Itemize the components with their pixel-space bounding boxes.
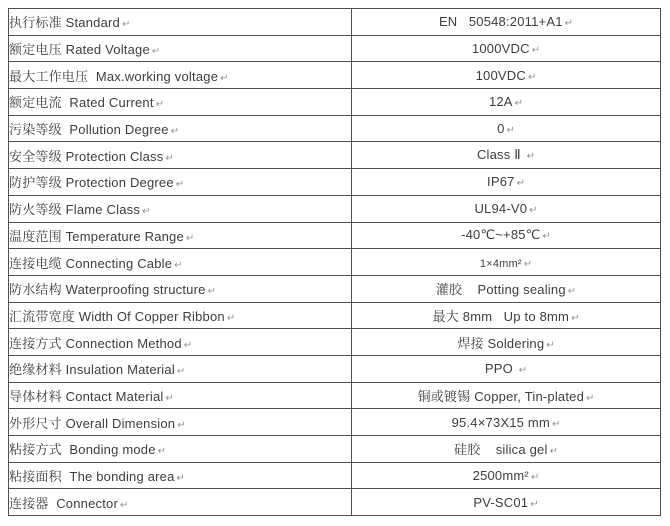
parameter-label: 连接器 Connector	[9, 495, 119, 511]
table-row	[9, 169, 661, 196]
value-cell	[352, 275, 661, 302]
paragraph-mark-icon: ↵	[151, 46, 161, 58]
paragraph-mark-icon: ↵	[530, 498, 539, 510]
parameter-label: 防护等级 Protection Degree	[9, 175, 174, 191]
paragraph-mark-icon: ↵	[121, 19, 131, 31]
paragraph-mark-icon: ↵	[527, 71, 537, 83]
paragraph-mark-icon: ↵	[542, 231, 551, 243]
value-text: PPO	[484, 361, 517, 377]
value-text: EN 50548:2011+A1	[438, 14, 563, 30]
value-text: 2500mm²	[472, 468, 529, 484]
paragraph-mark-icon: ↵	[165, 392, 174, 404]
parameter-cell	[9, 195, 352, 222]
value-cell	[352, 142, 661, 169]
value-cell	[352, 115, 661, 142]
parameter-label: 粘接方式 Bonding mode	[9, 442, 156, 458]
value-cell	[352, 489, 661, 516]
table-row	[9, 9, 661, 36]
paragraph-mark-icon: ↵	[157, 446, 167, 458]
value-text: 铜或镀锡 Copper, Tin-plated	[417, 388, 585, 404]
parameter-label: 最大工作电压 Max.working voltage	[9, 68, 219, 84]
value-text: 0	[497, 121, 505, 137]
value-text: 100VDC	[475, 67, 526, 83]
paragraph-mark-icon: ↵	[586, 392, 595, 404]
paragraph-mark-icon: ↵	[567, 286, 577, 298]
value-cell	[352, 62, 661, 89]
parameter-label: 额定电流 Rated Current	[9, 95, 154, 111]
paragraph-mark-icon: ↵	[514, 98, 524, 110]
table-row	[9, 462, 661, 489]
parameter-cell	[9, 355, 352, 382]
paragraph-mark-icon: ↵	[526, 151, 536, 163]
parameter-cell	[9, 169, 352, 196]
table-row	[9, 436, 661, 463]
value-text: 1000VDC	[471, 41, 530, 57]
value-text: 灌胶 Potting sealing	[435, 282, 566, 298]
paragraph-mark-icon: ↵	[170, 126, 180, 138]
parameter-label: 汇流带宽度 Width Of Copper Ribbon	[9, 308, 225, 324]
paragraph-mark-icon: ↵	[551, 418, 561, 430]
value-text: 12A	[488, 94, 513, 110]
paragraph-mark-icon: ↵	[165, 152, 174, 164]
parameter-label: 防水结构 Waterproofing structure	[9, 282, 206, 298]
parameter-cell	[9, 409, 352, 436]
parameter-cell	[9, 142, 352, 169]
paragraph-mark-icon: ↵	[571, 312, 580, 324]
table-row	[9, 62, 661, 89]
parameter-label: 额定电压 Rated Voltage	[9, 42, 150, 58]
value-cell	[352, 195, 661, 222]
paragraph-mark-icon: ↵	[220, 72, 229, 84]
table-row	[9, 409, 661, 436]
parameter-label: 污染等级 Pollution Degree	[9, 122, 169, 138]
paragraph-mark-icon: ↵	[516, 178, 525, 190]
parameter-cell	[9, 436, 352, 463]
table-row	[9, 355, 661, 382]
paragraph-mark-icon: ↵	[142, 206, 151, 218]
value-cell	[352, 355, 661, 382]
paragraph-mark-icon: ↵	[506, 125, 515, 137]
parameter-label: 温度范围 Temperature Range	[9, 228, 184, 244]
parameter-label: 外形尺寸 Overall Dimension	[9, 415, 176, 431]
parameter-label: 绝缘材料 Insulation Material	[9, 362, 175, 378]
paragraph-mark-icon: ↵	[174, 259, 183, 271]
paragraph-mark-icon: ↵	[523, 258, 533, 270]
value-cell	[352, 222, 661, 249]
paragraph-mark-icon: ↵	[175, 179, 185, 191]
value-cell	[352, 302, 661, 329]
parameter-label: 导体材料 Contact Material	[9, 388, 164, 404]
value-cell	[352, 382, 661, 409]
value-text: 95.4×73X15 mm	[451, 414, 550, 430]
paragraph-mark-icon: ↵	[177, 419, 186, 431]
value-text: 1×4mm²	[479, 257, 522, 270]
value-text: -40℃~+85℃	[461, 227, 541, 243]
value-cell	[352, 249, 661, 276]
table-row	[9, 222, 661, 249]
paragraph-mark-icon: ↵	[518, 365, 528, 377]
table-row	[9, 195, 661, 222]
table-row	[9, 35, 661, 62]
parameter-cell	[9, 9, 352, 36]
paragraph-mark-icon: ↵	[176, 366, 186, 378]
value-text: 最大 8mm Up to 8mm	[432, 308, 570, 324]
table-row	[9, 302, 661, 329]
parameter-cell	[9, 489, 352, 516]
parameter-cell	[9, 275, 352, 302]
paragraph-mark-icon: ↵	[185, 232, 195, 244]
paragraph-mark-icon: ↵	[226, 312, 236, 324]
value-text: Class Ⅱ	[476, 147, 525, 163]
table-row	[9, 142, 661, 169]
parameter-label: 安全等级 Protection Class	[9, 148, 164, 164]
paragraph-mark-icon: ↵	[530, 472, 540, 484]
parameter-label: 执行标准 Standard	[9, 15, 120, 31]
value-text: 硅胶 silica gel	[454, 442, 548, 458]
paragraph-mark-icon: ↵	[546, 339, 555, 351]
paragraph-mark-icon: ↵	[207, 286, 216, 298]
value-cell	[352, 9, 661, 36]
parameter-cell	[9, 115, 352, 142]
parameter-cell	[9, 249, 352, 276]
paragraph-mark-icon: ↵	[529, 205, 538, 217]
table-row	[9, 275, 661, 302]
value-cell	[352, 409, 661, 436]
parameter-label: 连接电缆 Connecting Cable	[9, 255, 173, 271]
value-text: PV-SC01	[473, 494, 529, 510]
value-cell	[352, 169, 661, 196]
parameter-cell	[9, 462, 352, 489]
spec-table	[8, 8, 661, 516]
parameter-label: 连接方式 Connection Method	[9, 335, 182, 351]
parameter-cell	[9, 329, 352, 356]
value-cell	[352, 35, 661, 62]
table-row	[9, 249, 661, 276]
parameter-cell	[9, 62, 352, 89]
value-cell	[352, 436, 661, 463]
value-text: IP67	[487, 174, 515, 190]
paragraph-mark-icon: ↵	[176, 473, 185, 485]
table-row	[9, 489, 661, 516]
value-text: 焊接 Soldering	[457, 335, 545, 351]
paragraph-mark-icon: ↵	[564, 18, 574, 30]
paragraph-mark-icon: ↵	[183, 339, 193, 351]
parameter-cell	[9, 382, 352, 409]
parameter-cell	[9, 89, 352, 116]
paragraph-mark-icon: ↵	[120, 499, 129, 511]
parameter-cell	[9, 222, 352, 249]
parameter-cell	[9, 302, 352, 329]
value-cell	[352, 329, 661, 356]
value-cell	[352, 462, 661, 489]
parameter-label: 粘接面积 The bonding area	[9, 469, 175, 485]
parameter-label: 防火等级 Flame Class	[9, 202, 141, 218]
table-row	[9, 115, 661, 142]
value-cell	[352, 89, 661, 116]
table-row	[9, 89, 661, 116]
table-row	[9, 382, 661, 409]
value-text: UL94-V0	[474, 201, 528, 217]
paragraph-mark-icon: ↵	[155, 99, 165, 111]
table-row	[9, 329, 661, 356]
parameter-cell	[9, 35, 352, 62]
paragraph-mark-icon: ↵	[549, 446, 558, 458]
paragraph-mark-icon: ↵	[531, 45, 541, 57]
spec-table-body	[9, 9, 661, 516]
